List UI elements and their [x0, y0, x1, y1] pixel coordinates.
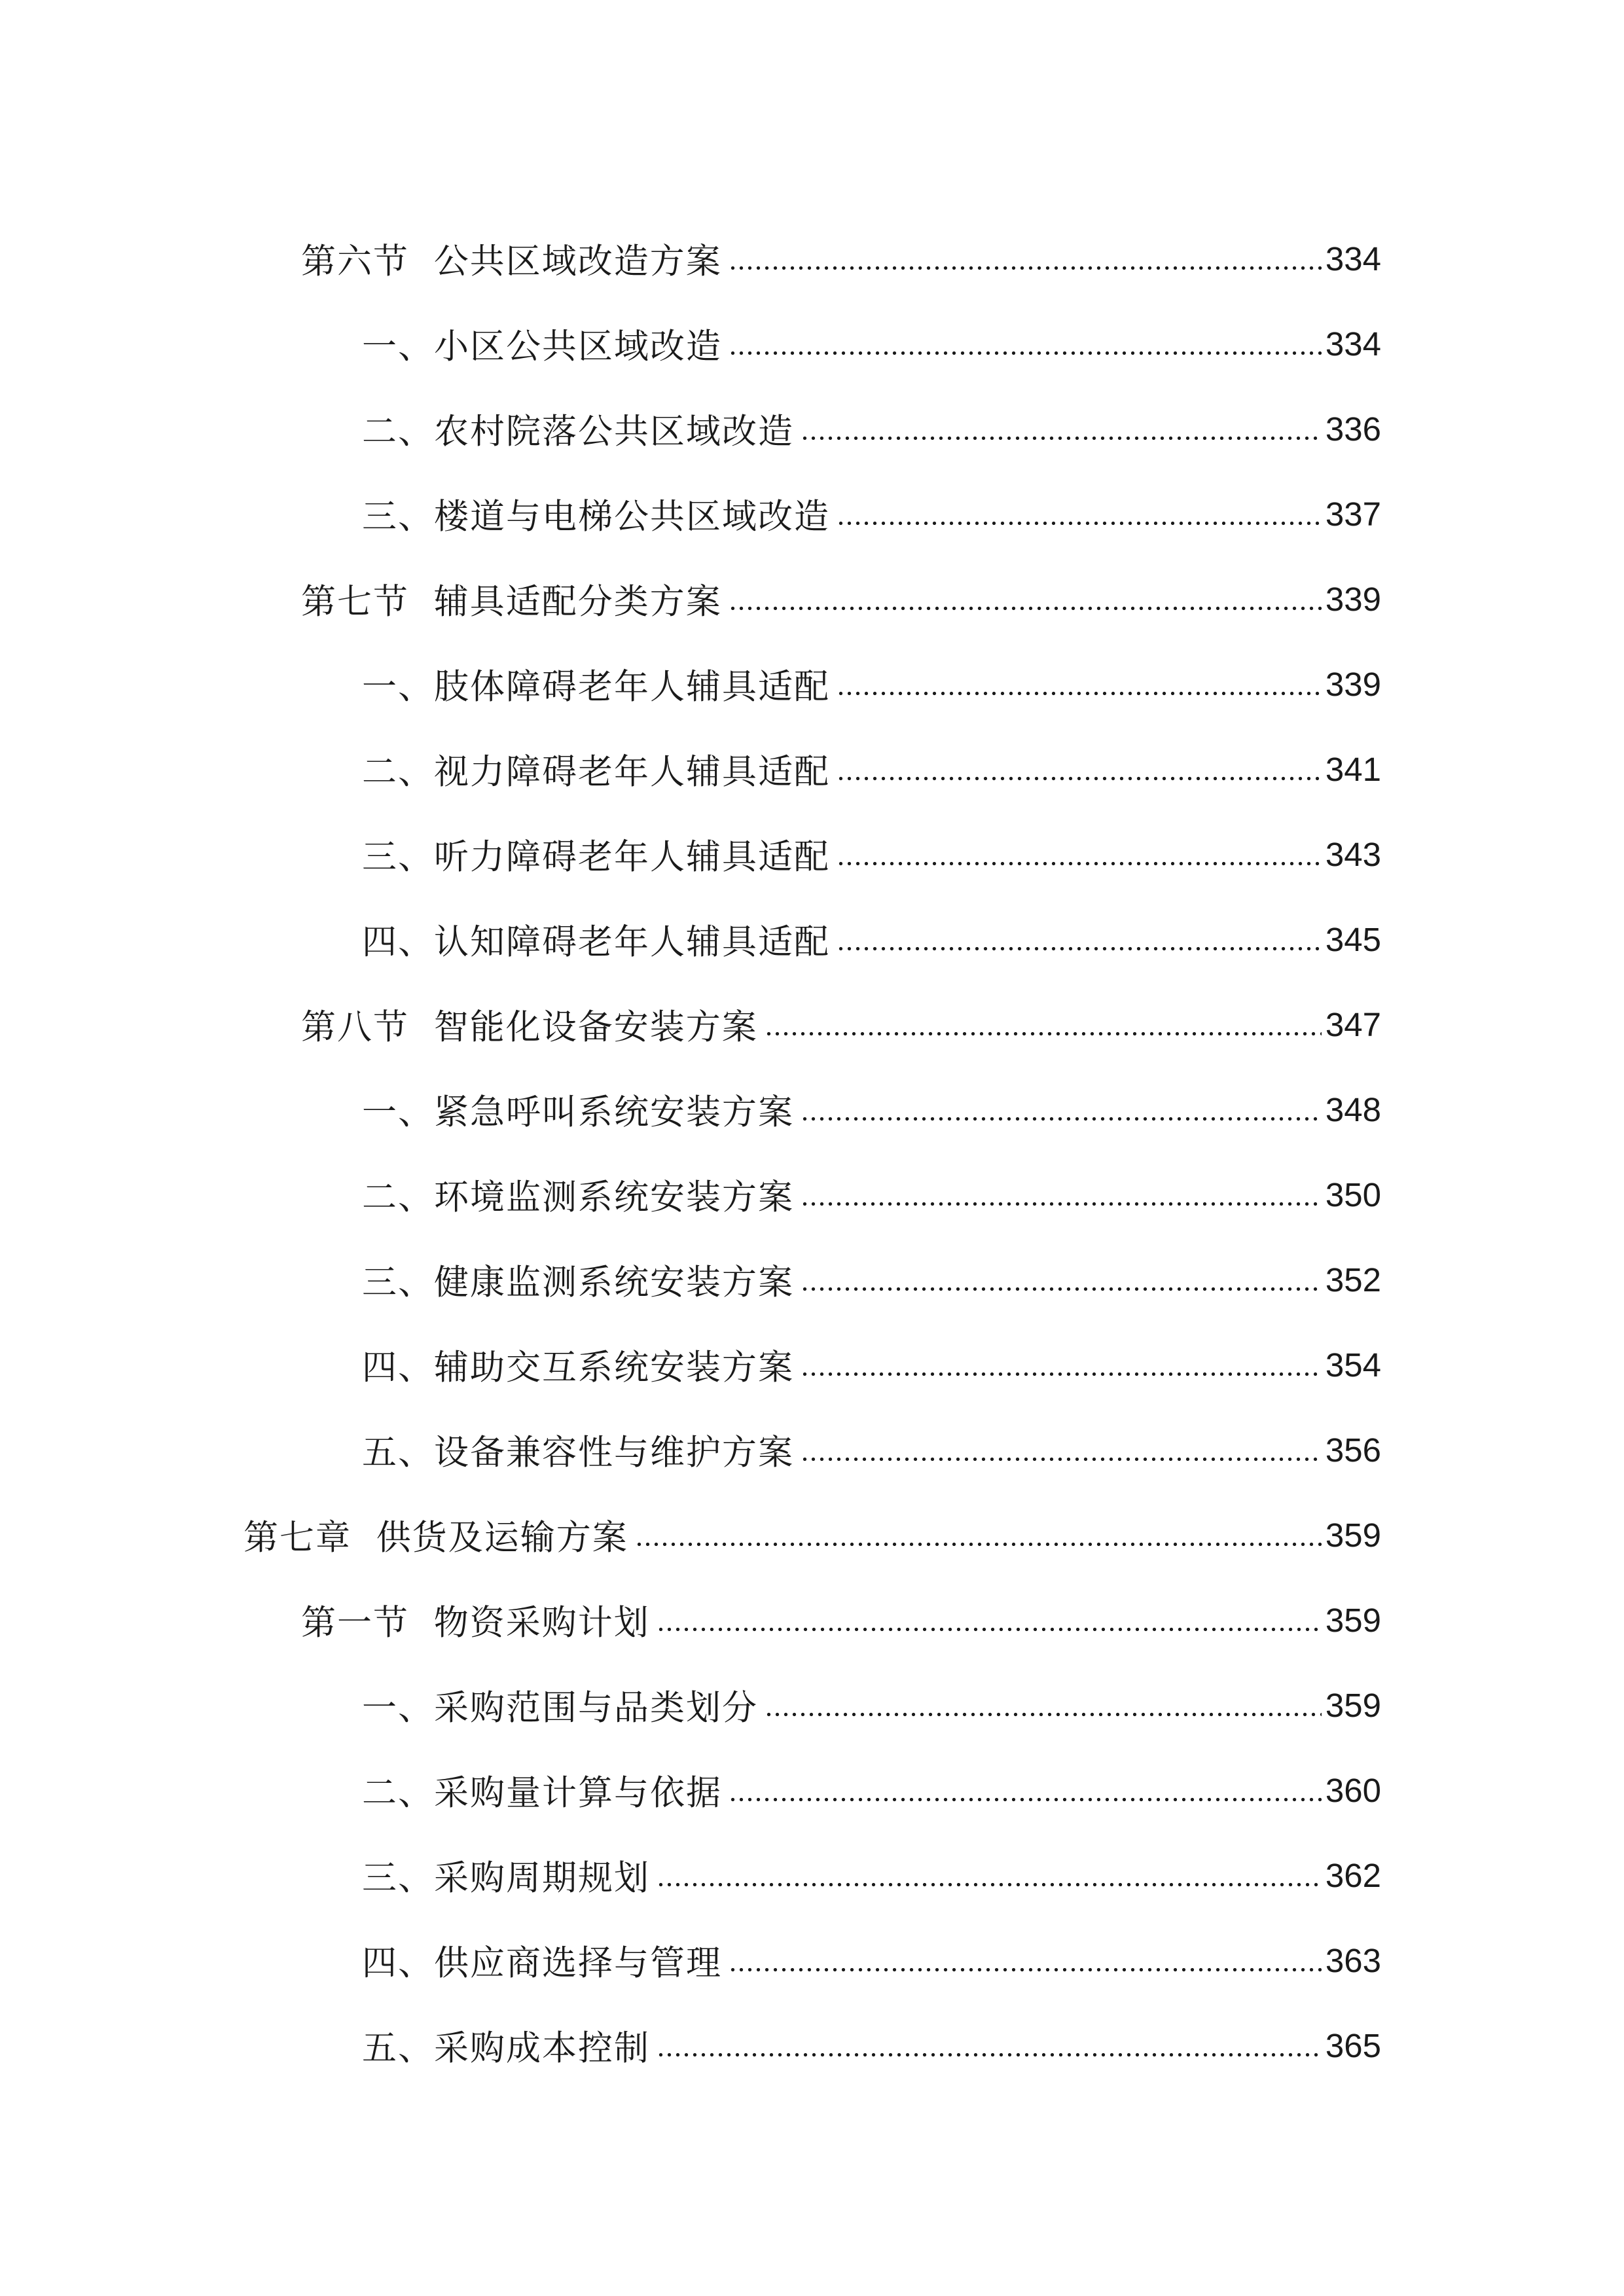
toc-page-number: 350 — [1325, 1175, 1381, 1213]
toc-page-number: 360 — [1325, 1771, 1381, 1809]
toc-entry-item[interactable] — [0, 1407, 1624, 1492]
toc-entry-item[interactable] — [0, 726, 1624, 812]
toc-entry-section[interactable] — [0, 1577, 1624, 1662]
toc-dot-leader — [729, 1952, 1322, 1987]
toc-dot-leader — [801, 1442, 1322, 1477]
toc-entry-section[interactable] — [0, 216, 1624, 301]
toc-dot-leader — [729, 251, 1322, 285]
toc-entry-title: 第七章 供货及运输方案 — [244, 1518, 628, 1558]
toc-entry-title: 三、听力障碍老年人辅具适配 — [362, 837, 830, 877]
toc-entry-item[interactable] — [0, 386, 1624, 471]
toc-entry-title: 第一节 物资采购计划 — [301, 1603, 650, 1643]
toc-page-number: 345 — [1325, 920, 1381, 958]
toc-entry-item[interactable] — [0, 1662, 1624, 1748]
toc-page-number: 347 — [1325, 1005, 1381, 1043]
toc-entry-title: 第八节 智能化设备安装方案 — [301, 1007, 758, 1047]
toc-entry-title: 二、视力障碍老年人辅具适配 — [362, 752, 830, 792]
toc-entry-item[interactable] — [0, 1833, 1624, 1918]
toc-dot-leader — [729, 591, 1322, 626]
toc-page-number: 336 — [1325, 410, 1381, 448]
toc-entry-title: 五、采购成本控制 — [362, 2028, 650, 2068]
toc-dot-leader — [657, 1612, 1322, 1647]
toc-entry-title: 第七节 辅具适配分类方案 — [301, 582, 722, 622]
toc-entry-section[interactable] — [0, 556, 1624, 641]
toc-page-number: 334 — [1325, 240, 1381, 278]
table-of-contents — [0, 216, 1624, 2088]
toc-dot-leader — [765, 1697, 1322, 1732]
toc-dot-leader — [837, 761, 1322, 796]
toc-dot-leader — [837, 676, 1322, 711]
toc-entry-item[interactable] — [0, 1152, 1624, 1237]
toc-entry-title: 五、设备兼容性与维护方案 — [362, 1433, 794, 1473]
toc-dot-leader — [837, 506, 1322, 541]
toc-entry-title: 四、认知障碍老年人辅具适配 — [362, 922, 830, 962]
toc-page-number: 334 — [1325, 325, 1381, 363]
toc-entry-title: 一、小区公共区域改造 — [362, 327, 722, 367]
toc-entry-item[interactable] — [0, 897, 1624, 982]
toc-entry-item[interactable] — [0, 1237, 1624, 1322]
toc-entry-item[interactable] — [0, 1918, 1624, 2003]
toc-entry-title: 二、农村院落公共区域改造 — [362, 412, 794, 452]
toc-entry-title: 三、采购周期规划 — [362, 1858, 650, 1898]
toc-page-number: 339 — [1325, 580, 1381, 618]
toc-entry-item[interactable] — [0, 301, 1624, 386]
toc-page-number: 363 — [1325, 1941, 1381, 1979]
toc-entry-title: 四、供应商选择与管理 — [362, 1943, 722, 1983]
toc-entry-item[interactable] — [0, 1748, 1624, 1833]
toc-entry-title: 一、肢体障碍老年人辅具适配 — [362, 667, 830, 707]
toc-entry-title: 二、采购量计算与依据 — [362, 1773, 722, 1813]
toc-page-number: 362 — [1325, 1856, 1381, 1894]
toc-dot-leader — [729, 1782, 1322, 1817]
toc-entry-title: 四、辅助交互系统安装方案 — [362, 1348, 794, 1388]
toc-entry-chapter[interactable] — [0, 1492, 1624, 1577]
toc-entry-item[interactable] — [0, 812, 1624, 897]
toc-dot-leader — [657, 2037, 1322, 2072]
toc-dot-leader — [801, 1102, 1322, 1136]
toc-dot-leader — [801, 1272, 1322, 1306]
toc-page-number: 352 — [1325, 1261, 1381, 1299]
toc-entry-item[interactable] — [0, 641, 1624, 726]
toc-page-number: 359 — [1325, 1516, 1381, 1554]
toc-entry-item[interactable] — [0, 1322, 1624, 1407]
toc-entry-item[interactable] — [0, 2003, 1624, 2088]
toc-page-number: 341 — [1325, 750, 1381, 788]
toc-dot-leader — [801, 421, 1322, 456]
toc-entry-title: 一、紧急呼叫系统安装方案 — [362, 1092, 794, 1132]
toc-page-number: 365 — [1325, 2026, 1381, 2064]
toc-page-number: 339 — [1325, 665, 1381, 703]
toc-page-number: 356 — [1325, 1431, 1381, 1469]
toc-entry-title: 二、环境监测系统安装方案 — [362, 1177, 794, 1217]
toc-page-number: 354 — [1325, 1346, 1381, 1384]
toc-entry-item[interactable] — [0, 1067, 1624, 1152]
toc-dot-leader — [729, 336, 1322, 370]
toc-dot-leader — [635, 1527, 1322, 1562]
toc-dot-leader — [801, 1357, 1322, 1391]
toc-dot-leader — [657, 1867, 1322, 1902]
toc-page-number: 359 — [1325, 1686, 1381, 1724]
toc-page-number: 359 — [1325, 1601, 1381, 1639]
toc-entry-section[interactable] — [0, 982, 1624, 1067]
toc-dot-leader — [837, 931, 1322, 966]
toc-entry-title: 一、采购范围与品类划分 — [362, 1688, 758, 1728]
toc-entry-item[interactable] — [0, 471, 1624, 556]
toc-entry-title: 第六节 公共区域改造方案 — [301, 242, 722, 281]
toc-page-number: 343 — [1325, 835, 1381, 873]
toc-page-number: 337 — [1325, 495, 1381, 533]
toc-dot-leader — [837, 846, 1322, 881]
toc-entry-title: 三、健康监测系统安装方案 — [362, 1263, 794, 1302]
toc-page-number: 348 — [1325, 1090, 1381, 1128]
toc-dot-leader — [801, 1187, 1322, 1221]
toc-entry-title: 三、楼道与电梯公共区域改造 — [362, 497, 830, 537]
toc-dot-leader — [765, 1016, 1322, 1051]
